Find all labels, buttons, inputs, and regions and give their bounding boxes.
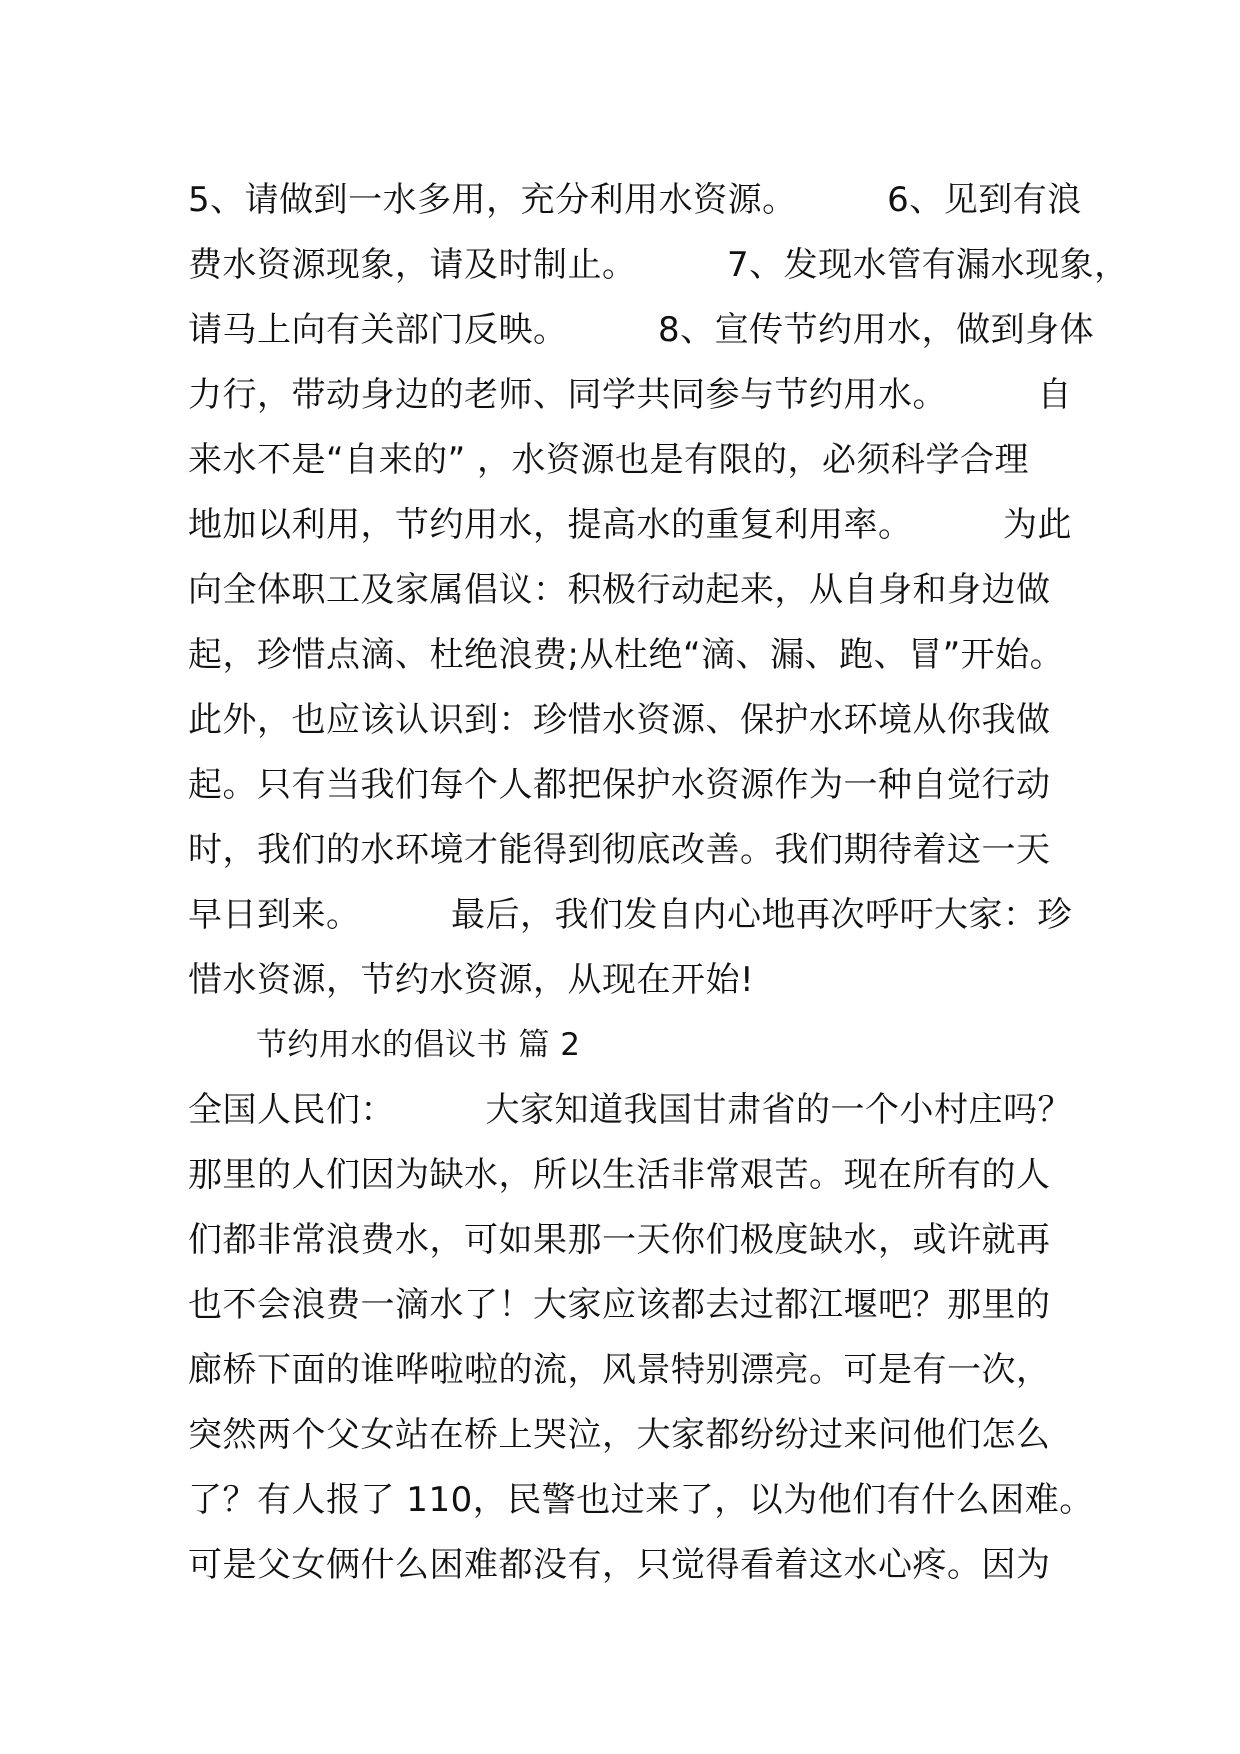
text-line: 此外，也应该认识到：珍惜水资源、保护水环境从你我做	[188, 700, 1051, 740]
text-line: 了？有人报了 110，民警也过来了，以为他们有什么困难。	[188, 1480, 1094, 1520]
text-line: 们都非常浪费水，可如果那一天你们极度缺水，或许就再	[188, 1220, 1051, 1260]
text-line: 时，我们的水环境才能得到彻底改善。我们期待着这一天	[188, 830, 1051, 870]
text-line: 那里的人们因为缺水，所以生活非常艰苦。现在所有的人	[188, 1155, 1051, 1195]
text-line: 费水资源现象，请及时制止。 7、发现水管有漏水现象，	[188, 245, 1129, 285]
body-text	[188, 168, 1129, 1598]
text-line: 地加以利用，节约用水，提高水的重复利用率。 为此	[188, 505, 1072, 545]
text-line: 全国人民们： 大家知道我国甘肃省的一个小村庄吗？	[188, 1090, 1072, 1130]
text-line: 起，珍惜点滴、杜绝浪费;从杜绝“滴、漏、跑、冒”开始。	[188, 635, 1065, 675]
text-line: 起。只有当我们每个人都把保护水资源作为一种自觉行动	[188, 765, 1051, 805]
text-line: 早日到来。 最后，我们发自内心地再次呼吁大家：珍	[188, 895, 1072, 935]
text-line: 廊桥下面的谁哗啦啦的流，风景特别漂亮。可是有一次，	[188, 1350, 1051, 1390]
text-line: 也不会浪费一滴水了！大家应该都去过都江堰吧？那里的	[188, 1285, 1051, 1325]
section-heading: 节约用水的倡议书 篇 2	[256, 1027, 581, 1063]
text-line: 来水不是“自来的” ，水资源也是有限的，必须科学合理	[188, 440, 1030, 480]
text-line: 突然两个父女站在桥上哭泣，大家都纷纷过来问他们怎么	[188, 1415, 1051, 1455]
text-line: 向全体职工及家属倡议：积极行动起来，从自身和身边做	[188, 570, 1051, 610]
text-line: 力行，带动身边的老师、同学共同参与节约用水。 自	[188, 375, 1072, 415]
text-line: 可是父女俩什么困难都没有，只觉得看着这水心疼。因为	[188, 1545, 1051, 1585]
text-line: 请马上向有关部门反映。 8、宣传节约用水，做到身体	[188, 310, 1095, 350]
text-line: 5、请做到一水多用，充分利用水资源。 6、见到有浪	[188, 180, 1082, 220]
text-line: 惜水资源，节约水资源，从现在开始!	[188, 960, 755, 1000]
